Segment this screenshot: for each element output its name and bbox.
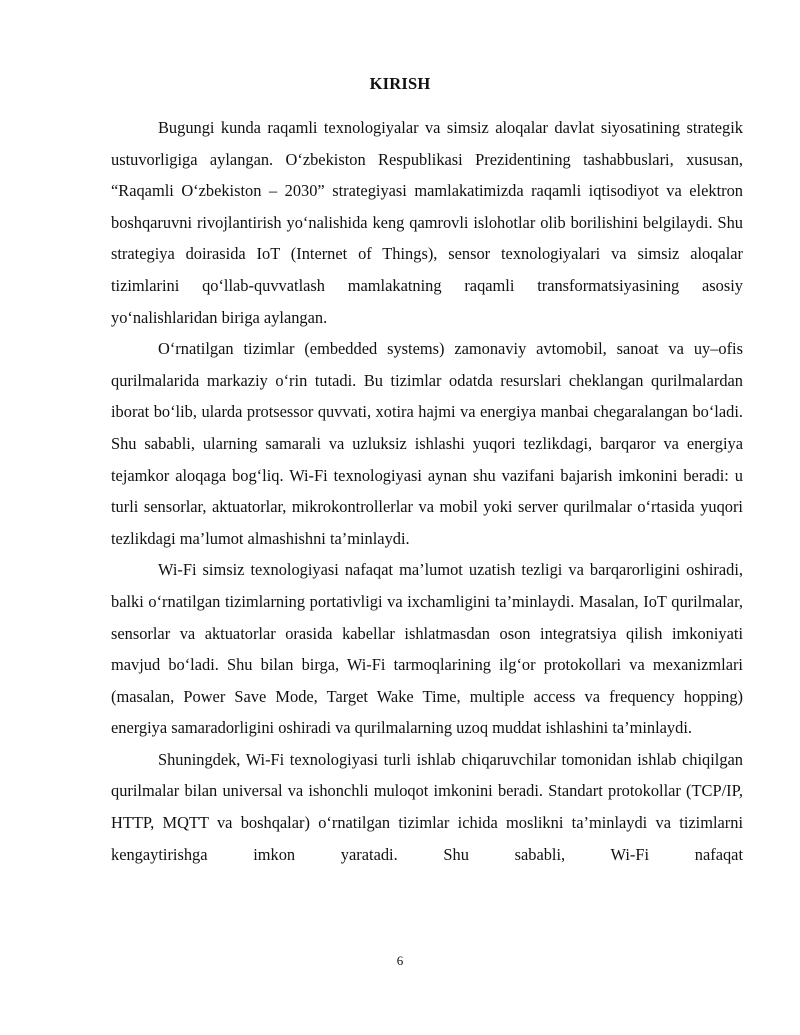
section-heading: KIRISH [369, 74, 431, 93]
paragraph-1: Bugungi kunda raqamli texnologiyalar va simsiz aloqalar davlat siyosatining strategik ustuvorligiga aylangan. O‘zbekiston Respublikasi Prezidentining tashabbuslari, xususan, “Raqamli O‘zbekiston – 2030” strategiyasi mamlakatimizda raqamli iqtisodiyot va elektron boshqaruvni rivojlantirish yo‘nalishida keng qamrovli islohotlar olib borilishini belgilaydi. Shu strategiya doirasida IoT (Internet of Things), sensor texnologiyalari va simsiz aloqalar tizimlarini qo‘llab-quvvatlash mamlakatning raqamli transformatsiyasining asosiy yo‘nalishlaridan biriga aylangan. [111, 118, 743, 327]
paragraph-3: Wi-Fi simsiz texnologiyasi nafaqat ma’lumot uzatish tezligi va barqarorligini oshiradi, balki o‘rnatilgan tizimlarning portativligi va ixchamligini ta’minlaydi. Masalan, IoT qurilmalar, sensorlar va aktuatorlar orasida kabellar ishlatmasdan oson integratsiya qilish imkoniyati mavjud bo‘ladi. Shu bilan birga, Wi-Fi tarmoqlarining ilg‘or protokollari va mexanizmlari (masalan, Power Save Mode, Target Wake Time, multiple access va frequency hopping) energiya samaradorligini oshiradi va qurilmalarning uzoq muddat ishlashini ta’minlaydi. [111, 560, 743, 738]
paragraph-2: O‘rnatilgan tizimlar (embedded systems) zamonaviy avtomobil, sanoat va uy–ofis qurilmalarida markaziy o‘rin tutadi. Bu tizimlar odatda resurslari cheklangan qurilmalardan iborat bo‘lib, ularda protsessor quvvati, xotira hajmi va energiya manbai chegaralangan bo‘ladi. Shu sababli, ularning samarali va uzluksiz ishlashi yuqori tezlikdagi, barqaror va energiya tejamkor aloqaga bog‘liq. Wi-Fi texnologiyasi aynan shu vazifani bajarish imkonini beradi: u turli sensorlar, aktuatorlar, mikrokontrollerlar va mobil yoki server qurilmalar o‘rtasida yuqori tezlikdagi ma’lumot almashishni ta’minlaydi. [111, 339, 743, 548]
paragraph-4: Shuningdek, Wi-Fi texnologiyasi turli ishlab chiqaruvchilar tomonidan ishlab chiqilgan qurilmalar bilan universal va ishonchli muloqot imkonini beradi. Standart protokollar (TCP/IP, HTTP, MQTT va boshqalar) o‘rnatilgan tizimlar ichida moslikni ta’minlaydi va tizimlarni kengaytirishga imkon yaratadi. Shu sababli, Wi-Fi nafaqat [111, 749, 743, 864]
page-number: 6 [396, 953, 404, 968]
body-text [111, 112, 743, 870]
